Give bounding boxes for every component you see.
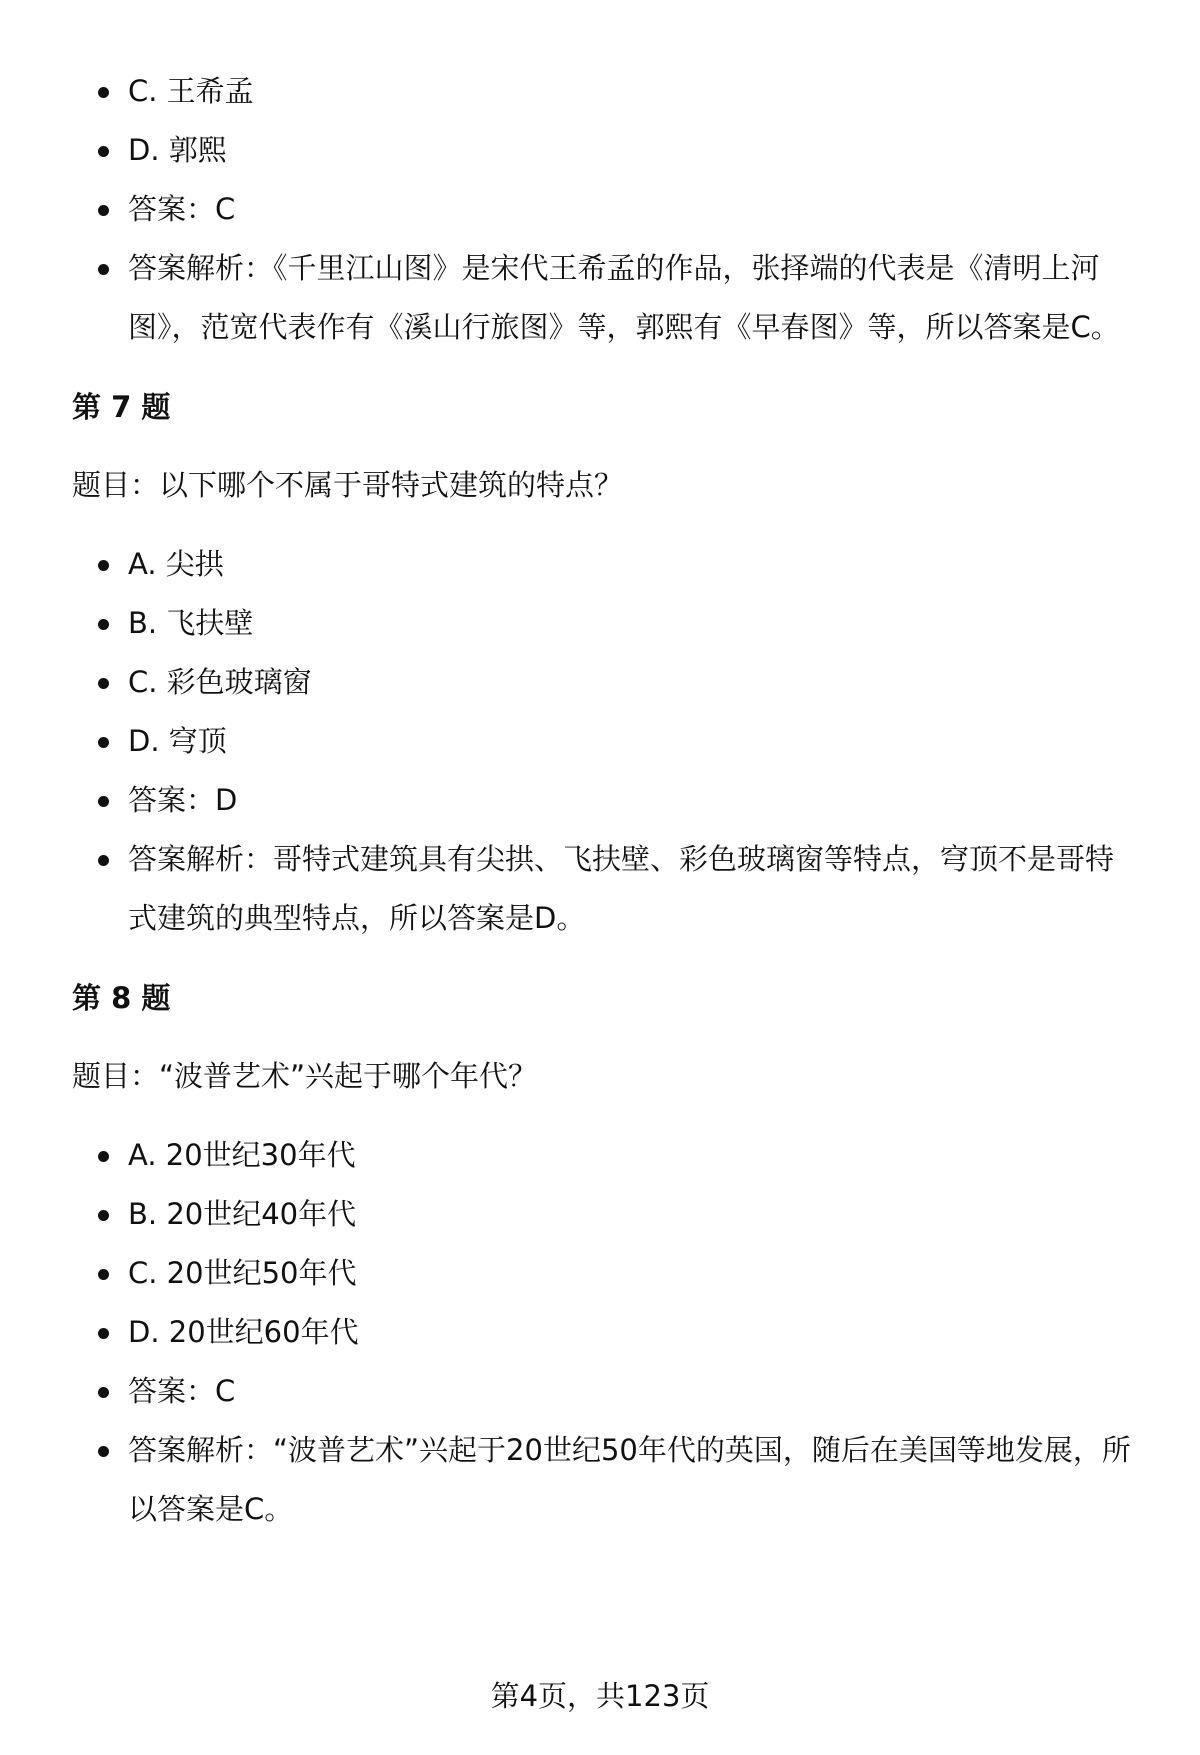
- question-options-list: [72, 1126, 1142, 1539]
- option-item: B. 飞扶壁: [128, 594, 1142, 653]
- page-content: [72, 62, 1142, 1539]
- prev-question-list: [72, 62, 1142, 357]
- explanation-item: 答案解析：《千里江山图》是宋代王希孟的作品，张择端的代表是《清明上河图》，范宽代表作有《溪山行旅图》等，郭熙有《早春图》等，所以答案是C。: [128, 239, 1142, 357]
- question-8: [72, 978, 1142, 1539]
- answer-item: 答案：D: [128, 771, 1142, 830]
- question-heading: 第 8 题: [72, 981, 171, 1015]
- option-item: D. 穹顶: [128, 712, 1142, 771]
- option-item: A. 尖拱: [128, 535, 1142, 594]
- option-item: D. 20世纪60年代: [128, 1303, 1142, 1362]
- answer-item: 答案：C: [128, 1362, 1142, 1421]
- option-item: B. 20世纪40年代: [128, 1185, 1142, 1244]
- answer-item: 答案：C: [128, 180, 1142, 239]
- question-options-list: [72, 535, 1142, 948]
- explanation-item: 答案解析：“波普艺术”兴起于20世纪50年代的英国，随后在美国等地发展，所以答案是C。: [128, 1421, 1142, 1539]
- option-item: C. 王希孟: [128, 62, 1142, 121]
- explanation-item: 答案解析：哥特式建筑具有尖拱、飞扶壁、彩色玻璃窗等特点，穹顶不是哥特式建筑的典型特点，所以答案是D。: [128, 830, 1142, 948]
- question-7: [72, 387, 1142, 948]
- option-item: A. 20世纪30年代: [128, 1126, 1142, 1185]
- option-item: C. 20世纪50年代: [128, 1244, 1142, 1303]
- option-item: C. 彩色玻璃窗: [128, 653, 1142, 712]
- option-item: D. 郭熙: [128, 121, 1142, 180]
- question-text: 题目：以下哪个不属于哥特式建筑的特点？: [72, 468, 624, 502]
- question-heading: 第 7 题: [72, 390, 171, 424]
- page-number-footer: 第4页，共123页: [490, 1679, 710, 1713]
- question-text: 题目：“波普艺术”兴起于哪个年代？: [72, 1059, 538, 1093]
